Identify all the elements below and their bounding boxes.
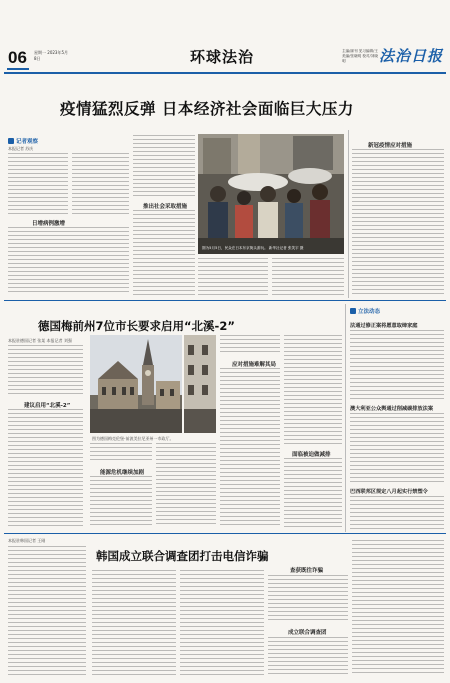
story1-subhead1: 日增病例激增 bbox=[32, 221, 66, 227]
sidebar-tag bbox=[350, 307, 380, 315]
editor-credits: 主编/副刊 见习编辑/王 美编/张晓明 校对/刘晓明 bbox=[342, 49, 378, 63]
story2-body-col1b bbox=[8, 409, 83, 527]
story2-subhead4: 应对措施难解其局 bbox=[232, 362, 277, 368]
story2-bottom-rule bbox=[4, 533, 446, 534]
story2-subhead2: 能源危机继续加剧 bbox=[100, 470, 145, 476]
story1-photo bbox=[198, 134, 344, 254]
story2-photo-caption: 图为德国梅克伦堡-前波美拉尼亚州一市政厅。 bbox=[92, 436, 174, 441]
page-number: 06 bbox=[8, 48, 27, 67]
story3-body-col4a bbox=[268, 575, 348, 623]
story1-tag bbox=[8, 137, 38, 145]
story2-body-col2a bbox=[90, 443, 152, 463]
story2-subhead3: 面临被迫做减排 bbox=[292, 452, 331, 458]
street-crowd-image bbox=[198, 134, 344, 254]
header-rule bbox=[4, 72, 446, 74]
page-number-underline bbox=[7, 68, 29, 70]
story2-photo-side bbox=[184, 335, 216, 433]
story3-byline: 本报驻韩国记者 王刚 bbox=[8, 538, 46, 543]
town-hall-image bbox=[90, 335, 182, 433]
story1-body-col5 bbox=[272, 258, 344, 295]
legislation-icon bbox=[350, 308, 356, 314]
masthead bbox=[4, 42, 446, 70]
sidebar-item1-title: 法通过修正案将愿意取缔家庭 bbox=[350, 323, 418, 329]
story2-photo bbox=[90, 335, 182, 433]
story3-subhead2: 成立联合调查团 bbox=[288, 630, 327, 636]
date-line: 星期一 2023年5月8日 bbox=[34, 50, 68, 61]
story2-headline: 德国梅前州7位市长要求启用“北溪-2” bbox=[38, 319, 235, 333]
sidebar-tag-label: 立法动态 bbox=[358, 309, 381, 315]
story1-headline: 疫情猛烈反弹 日本经济社会面临巨大压力 bbox=[60, 100, 354, 118]
story3-body-col4b bbox=[268, 637, 348, 676]
story1-subhead2: 推出社会采取措施 bbox=[143, 204, 188, 210]
story1-body-col2a bbox=[72, 153, 129, 215]
story1-body-col3b bbox=[133, 210, 195, 295]
story1-body-col4 bbox=[198, 258, 268, 295]
newspaper-logo: 法治日报 bbox=[379, 47, 444, 65]
story1-side-body bbox=[352, 149, 444, 295]
story2-body-col4b bbox=[220, 368, 280, 527]
story1-tag-label: 记者观察 bbox=[16, 139, 39, 145]
sidebar-item2-body bbox=[350, 413, 444, 483]
story2-body-col1a bbox=[8, 345, 83, 397]
story1-body-col3a bbox=[133, 135, 195, 197]
story3-subhead1: 查获既往诈骗 bbox=[290, 568, 324, 574]
section-title: 环球法治 bbox=[190, 48, 255, 66]
sidebar-item3-title: 巴西联邦区规定八月起实行禁塑令 bbox=[350, 489, 428, 495]
building-facade-image bbox=[184, 335, 216, 433]
sidebar-item3-body bbox=[350, 496, 444, 530]
story3-body-col5 bbox=[352, 540, 444, 676]
story1-photo-caption: 图为5月5日，民众在日本东京街头游玩。 新华社记者 张笑宇 摄 bbox=[202, 246, 304, 250]
story2-body-col4a bbox=[220, 335, 280, 355]
story2-byline: 本报驻德国记者 张某 本报记者 刘强 bbox=[8, 338, 72, 343]
story2-subhead1: 建议启用“北溪-2” bbox=[24, 403, 71, 409]
story3-headline: 韩国成立联合调查团打击电信诈骗 bbox=[96, 549, 269, 563]
sidebar-divider bbox=[345, 304, 346, 532]
story2-body-col5a bbox=[284, 335, 342, 445]
story2-body-col5b bbox=[284, 458, 342, 527]
story1-body-col1b bbox=[8, 227, 129, 295]
story3-body-col1 bbox=[8, 546, 86, 676]
story1-byline: 本报记者 苏庆 bbox=[8, 146, 34, 151]
story1-bottom-rule bbox=[4, 300, 446, 301]
sidebar-item2-title: 澳大利亚公众舆通过削减碳排放法案 bbox=[350, 406, 434, 412]
story2-body-col3 bbox=[156, 443, 216, 527]
story1-column-divider bbox=[348, 130, 349, 298]
story1-side-subhead: 新冠疫情应对措施 bbox=[368, 143, 413, 149]
story2-body-col2b bbox=[90, 476, 152, 527]
story1-body-col1a bbox=[8, 153, 68, 215]
story3-body-col3 bbox=[180, 570, 264, 676]
sidebar-item1-body bbox=[350, 330, 444, 400]
story3-body-col2 bbox=[92, 570, 176, 676]
section-marker-icon bbox=[8, 138, 14, 144]
